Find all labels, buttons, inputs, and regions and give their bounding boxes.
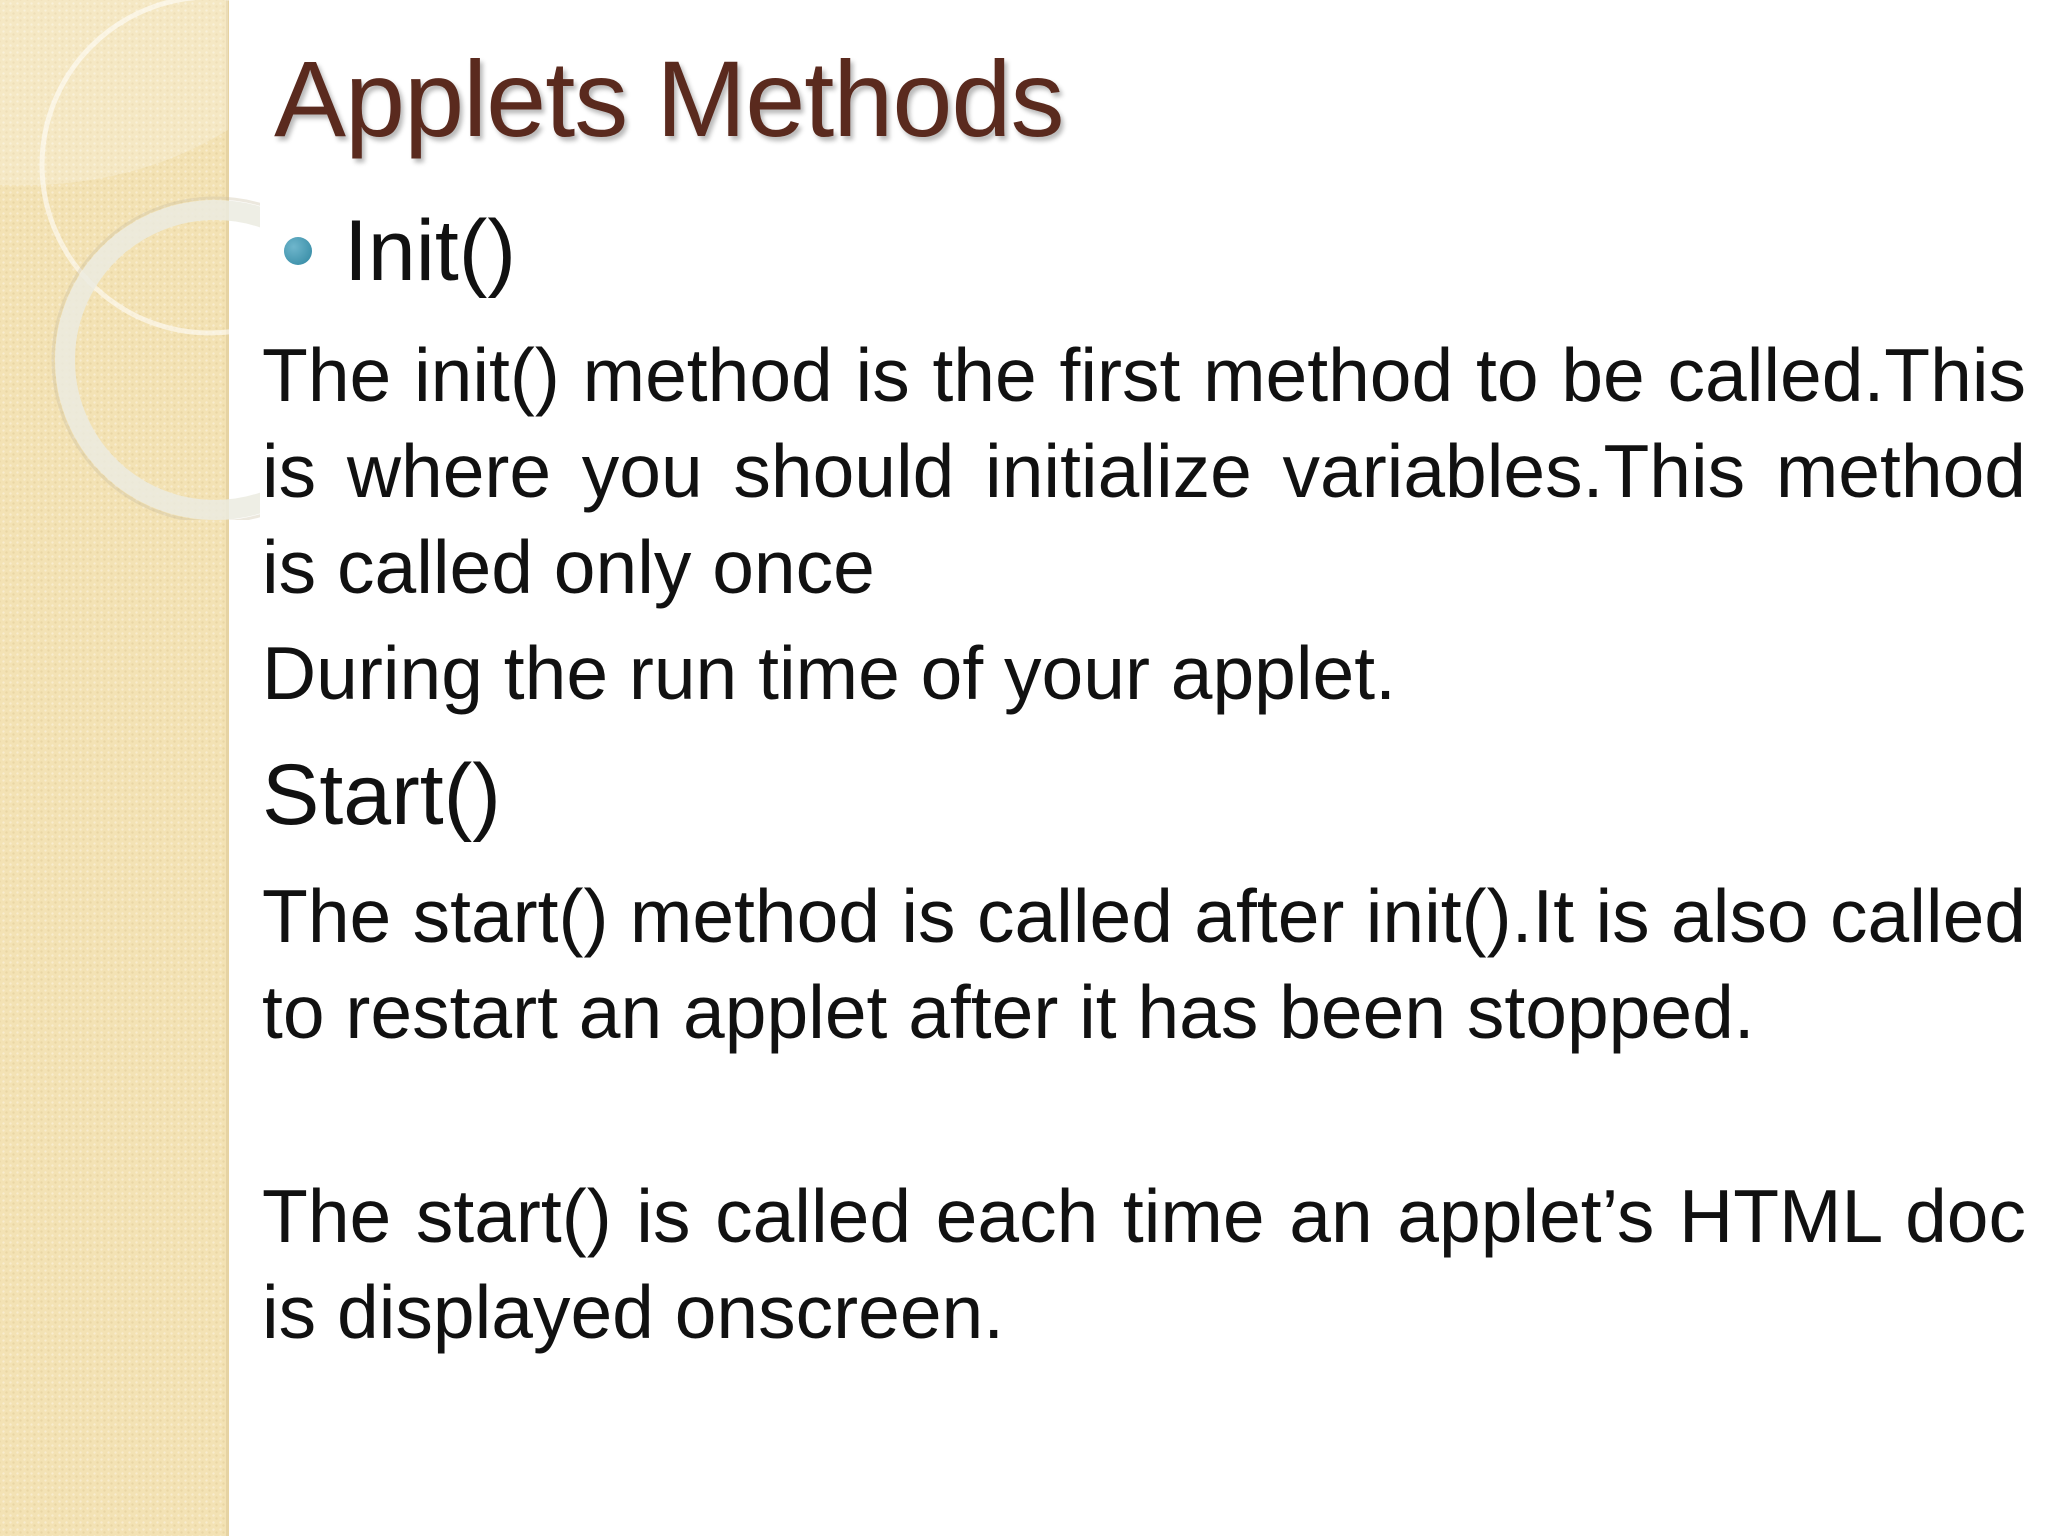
small-ring-shadow [53, 198, 260, 520]
init-description: The init() method is the first method to be called.This is where you should initialize variables.This method is called only once [262, 333, 2026, 609]
bullet-item-init [284, 203, 516, 299]
bullet-text-init: Init() [344, 203, 516, 299]
start-heading: Start() [262, 747, 501, 843]
decorative-rings [0, 0, 260, 520]
start-description: The start() method is called after init().It is also called to restart an applet after it has been stopped. [262, 874, 2026, 1054]
init-description-end: During the run time of your applet. [262, 631, 1396, 715]
slide-title: Applets Methods [274, 38, 1064, 159]
small-ring [65, 210, 260, 510]
start-description-2: The start() is called each time an applet’s HTML doc is displayed onscreen. [262, 1174, 2026, 1354]
bullet-dot-icon [284, 237, 312, 265]
